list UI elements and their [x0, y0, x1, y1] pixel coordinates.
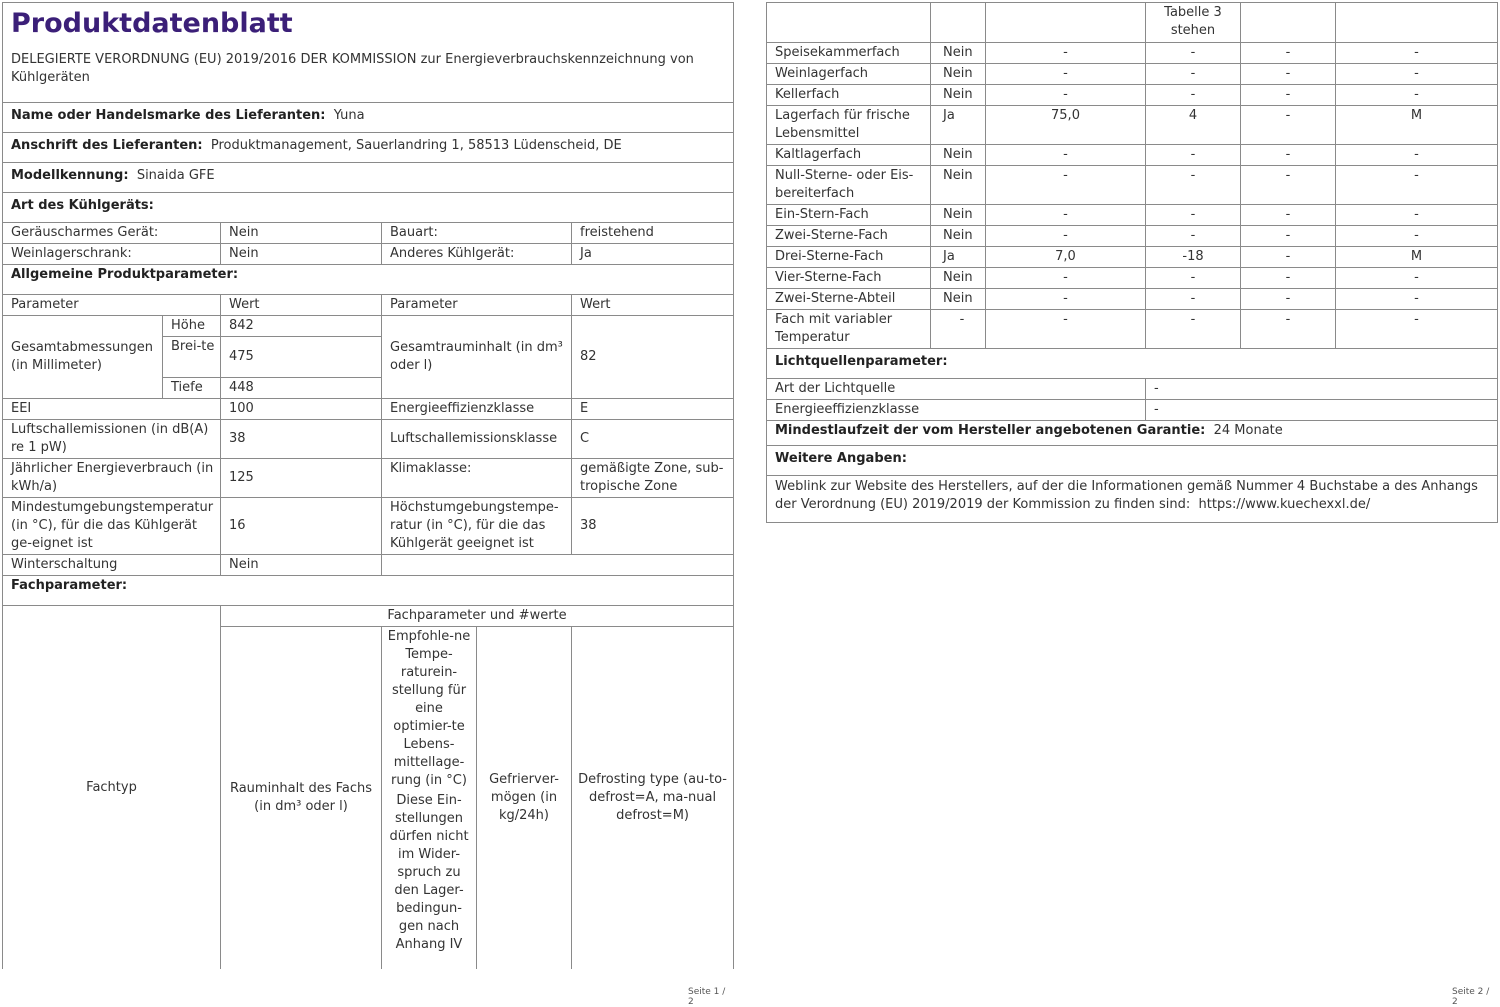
- energy-class-value: E: [572, 399, 734, 420]
- compartment-volume: -: [986, 289, 1146, 310]
- device-value: freistehend: [572, 223, 734, 244]
- compartment-defrost: -: [1336, 310, 1498, 349]
- compartment-temp: -18: [1146, 247, 1241, 268]
- compartment-row: [767, 64, 1498, 85]
- width-value: 475: [221, 337, 382, 378]
- height-label: Höhe: [163, 316, 221, 337]
- max-temp-value: 38: [572, 498, 734, 555]
- compartment-row: [767, 268, 1498, 289]
- eei-value: 100: [221, 399, 382, 420]
- compartment-present: Nein: [931, 166, 986, 205]
- device-value: Ja: [572, 244, 734, 265]
- page-number: Seite 2 / 2: [1452, 987, 1490, 1007]
- supplier-row: [3, 103, 734, 133]
- col-parameter: Parameter: [3, 295, 221, 316]
- compartment-freeze: -: [1241, 43, 1336, 64]
- compartment-temp: -: [1146, 85, 1241, 106]
- compartment-row: [767, 145, 1498, 166]
- empty-cell: [382, 555, 734, 576]
- compartment-row: [767, 247, 1498, 268]
- device-type-heading: Art des Kühlgeräts:: [3, 193, 734, 223]
- compartment-freeze: -: [1241, 64, 1336, 85]
- datasheet-table-page-1: [2, 2, 734, 969]
- compartment-defrost: -: [1336, 166, 1498, 205]
- compartment-defrost: M: [1336, 106, 1498, 145]
- winter-label: Winterschaltung: [3, 555, 221, 576]
- compartment-defrost: -: [1336, 85, 1498, 106]
- model-value: Sinaida GFE: [136, 168, 215, 183]
- compartment-name: Kellerfach: [767, 85, 931, 106]
- light-type-label: Art der Lichtquelle: [767, 379, 1146, 400]
- compartment-temp: -: [1146, 145, 1241, 166]
- compartment-volume: -: [986, 226, 1146, 247]
- compartment-present: Nein: [931, 145, 986, 166]
- compartment-defrost: -: [1336, 205, 1498, 226]
- compartment-row: [767, 43, 1498, 64]
- compartment-row: [767, 226, 1498, 247]
- compartment-volume: -: [986, 145, 1146, 166]
- light-type-value: -: [1146, 379, 1498, 400]
- depth-value: 448: [221, 378, 382, 399]
- compartment-temp: -: [1146, 205, 1241, 226]
- model-label: Modellkennung:: [11, 168, 129, 183]
- compartment-volume: -: [986, 310, 1146, 349]
- compartment-temp: -: [1146, 289, 1241, 310]
- col-value: Wert: [572, 295, 734, 316]
- device-value: Nein: [221, 244, 382, 265]
- model-row: [3, 163, 734, 193]
- manufacturer-link[interactable]: https://www.kuechexxl.de/: [1198, 497, 1371, 512]
- col-defrost-type: Defrosting type (au-to-defrost=A, ma-nual defrost=M): [572, 627, 734, 970]
- device-type-row: [3, 244, 734, 265]
- compartment-present: Nein: [931, 85, 986, 106]
- supplier-value: Yuna: [333, 108, 365, 123]
- compartment-present: -: [931, 310, 986, 349]
- compartment-defrost: -: [1336, 43, 1498, 64]
- compartment-name: Zwei-Sterne-Abteil: [767, 289, 931, 310]
- general-header-row: [3, 295, 734, 316]
- width-label: Brei-te: [163, 337, 221, 378]
- compartment-name: Fach mit variabler Temperatur: [767, 310, 931, 349]
- compartment-volume: 75,0: [986, 106, 1146, 145]
- climate-class-value: gemäßigte Zone, sub-tropische Zone: [572, 459, 734, 498]
- climate-class-label: Klimaklasse:: [382, 459, 572, 498]
- compartment-freeze: -: [1241, 205, 1336, 226]
- compartment-present: Ja: [931, 106, 986, 145]
- noise-class-value: C: [572, 420, 734, 459]
- volume-label: Gesamtrauminhalt (in dm³ oder l): [382, 316, 572, 399]
- compartments-group-header: Fachparameter und #werte: [221, 606, 734, 627]
- further-text: Weblink zur Website des Herstellers, auf der die Informationen gemäß Nummer 4 Buchstabe a des Anhangs der Verordnung (EU) 2019/2019 der Kommission zu finden sind:: [775, 479, 1478, 512]
- compartment-volume: -: [986, 43, 1146, 64]
- energy-class-label: Energieeffizienzklasse: [382, 399, 572, 420]
- compartment-volume: -: [986, 85, 1146, 106]
- noise-label: Luftschallemissionen (in dB(A) re 1 pW): [3, 420, 221, 459]
- further-heading: Weitere Angaben:: [767, 446, 1498, 476]
- address-label: Anschrift des Lieferanten:: [11, 138, 203, 153]
- col-compartment-type: Fachtyp: [3, 606, 221, 970]
- col-compartment-volume: Rauminhalt des Fachs (in dm³ oder l): [221, 627, 382, 970]
- compartment-defrost: -: [1336, 64, 1498, 85]
- warranty-value: 24 Monate: [1213, 423, 1283, 438]
- compartment-name: Speisekammerfach: [767, 43, 931, 64]
- energy-consumption-label: Jährlicher Energieverbrauch (in kWh/a): [3, 459, 221, 498]
- compartment-temp: -: [1146, 166, 1241, 205]
- compartment-freeze: -: [1241, 85, 1336, 106]
- col-freezing-capacity: Gefrierver-mögen (in kg/24h): [477, 627, 572, 970]
- compartment-present: Nein: [931, 268, 986, 289]
- compartment-row: [767, 310, 1498, 349]
- dimensions-label: Gesamtabmessungen (in Millimeter): [3, 316, 163, 399]
- compartment-freeze: -: [1241, 226, 1336, 247]
- regulation-text: DELEGIERTE VERORDNUNG (EU) 2019/2016 DER KOMMISSION zur Energieverbrauchskennzeichnung von Kühlgeräten: [3, 45, 734, 103]
- compartment-name: Drei-Sterne-Fach: [767, 247, 931, 268]
- datasheet-page-2: [766, 2, 1497, 1007]
- compartment-present: Nein: [931, 226, 986, 247]
- compartment-freeze: -: [1241, 145, 1336, 166]
- compartment-name: Weinlagerfach: [767, 64, 931, 85]
- noise-value: 38: [221, 420, 382, 459]
- eei-label: EEI: [3, 399, 221, 420]
- recommended-temp-text: Empfohle-ne Tempe-raturein-stellung für eine optimier-te Lebens-mittellage-rung (in °C): [387, 629, 471, 788]
- compartment-header-row: [767, 3, 1498, 43]
- compartment-freeze: -: [1241, 289, 1336, 310]
- height-value: 842: [221, 316, 382, 337]
- col-recommended-temp: [382, 627, 477, 970]
- compartment-temp: 4: [1146, 106, 1241, 145]
- compartment-name: Vier-Sterne-Fach: [767, 268, 931, 289]
- col-value: Wert: [221, 295, 382, 316]
- compartment-freeze: -: [1241, 106, 1336, 145]
- device-label: Weinlagerschrank:: [3, 244, 221, 265]
- compartment-table: [766, 2, 1498, 523]
- compartment-present: Nein: [931, 205, 986, 226]
- min-temp-value: 16: [221, 498, 382, 555]
- compartment-defrost: -: [1336, 226, 1498, 247]
- supplier-label: Name oder Handelsmarke des Lieferanten:: [11, 108, 326, 123]
- compartment-volume: -: [986, 205, 1146, 226]
- winter-value: Nein: [221, 555, 382, 576]
- datasheet-page-1: [2, 2, 733, 1007]
- device-label: Anderes Kühlgerät:: [382, 244, 572, 265]
- compartment-temp: -: [1146, 268, 1241, 289]
- page-title: Produktdatenblatt: [11, 8, 293, 39]
- address-value: Produktmanagement, Sauerlandring 1, 58513 Lüdenscheid, DE: [210, 138, 622, 153]
- warranty-label: Mindestlaufzeit der vom Hersteller angebotenen Garantie:: [775, 423, 1206, 438]
- compartment-temp: -: [1146, 226, 1241, 247]
- compartment-name: Kaltlagerfach: [767, 145, 931, 166]
- compartment-freeze: -: [1241, 268, 1336, 289]
- header-note: Tabelle 3 stehen: [1146, 3, 1241, 43]
- warranty-row: [767, 421, 1498, 446]
- recommended-temp-note: Diese Ein-stellungen dürfen nicht im Wider-spruch zu den Lager-bedingun-gen nach Anhang IV: [389, 793, 469, 952]
- compartment-row: [767, 106, 1498, 145]
- further-row: [767, 476, 1498, 523]
- compartment-row: [767, 205, 1498, 226]
- compartment-present: Ja: [931, 247, 986, 268]
- light-class-value: -: [1146, 400, 1498, 421]
- device-value: Nein: [221, 223, 382, 244]
- compartment-name: Ein-Stern-Fach: [767, 205, 931, 226]
- compartment-defrost: M: [1336, 247, 1498, 268]
- compartment-freeze: -: [1241, 166, 1336, 205]
- compartment-volume: -: [986, 268, 1146, 289]
- light-heading: Lichtquellenparameter:: [767, 349, 1498, 379]
- general-heading: Allgemeine Produktparameter:: [3, 265, 734, 295]
- compartment-temp: -: [1146, 64, 1241, 85]
- energy-consumption-value: 125: [221, 459, 382, 498]
- compartment-temp: -: [1146, 310, 1241, 349]
- compartment-temp: -: [1146, 43, 1241, 64]
- compartment-present: Nein: [931, 289, 986, 310]
- col-parameter: Parameter: [382, 295, 572, 316]
- min-temp-label: Mindestumgebungstemperatur (in °C), für die das Kühlgerät ge-eignet ist: [3, 498, 221, 555]
- depth-label: Tiefe: [163, 378, 221, 399]
- compartment-present: Nein: [931, 43, 986, 64]
- device-type-row: [3, 223, 734, 244]
- compartment-freeze: -: [1241, 247, 1336, 268]
- compartment-row: [767, 85, 1498, 106]
- volume-value: 82: [572, 316, 734, 399]
- compartment-present: Nein: [931, 64, 986, 85]
- noise-class-label: Luftschallemissionsklasse: [382, 420, 572, 459]
- compartment-row: [767, 166, 1498, 205]
- compartment-volume: -: [986, 166, 1146, 205]
- compartment-volume: 7,0: [986, 247, 1146, 268]
- max-temp-label: Höchstumgebungstempe-ratur (in °C), für die das Kühlgerät geeignet ist: [382, 498, 572, 555]
- compartment-name: Zwei-Sterne-Fach: [767, 226, 931, 247]
- compartment-name: Null-Sterne- oder Eis-bereiterfach: [767, 166, 931, 205]
- compartment-row: [767, 289, 1498, 310]
- device-label: Bauart:: [382, 223, 572, 244]
- compartment-freeze: -: [1241, 310, 1336, 349]
- compartments-heading: Fachparameter:: [3, 576, 734, 606]
- compartment-name: Lagerfach für frische Lebensmittel: [767, 106, 931, 145]
- device-label: Geräuscharmes Gerät:: [3, 223, 221, 244]
- compartment-defrost: -: [1336, 289, 1498, 310]
- light-class-label: Energieeffizienzklasse: [767, 400, 1146, 421]
- page-number: Seite 1 / 2: [688, 987, 726, 1007]
- address-row: [3, 133, 734, 163]
- compartment-volume: -: [986, 64, 1146, 85]
- compartment-defrost: -: [1336, 268, 1498, 289]
- compartment-defrost: -: [1336, 145, 1498, 166]
